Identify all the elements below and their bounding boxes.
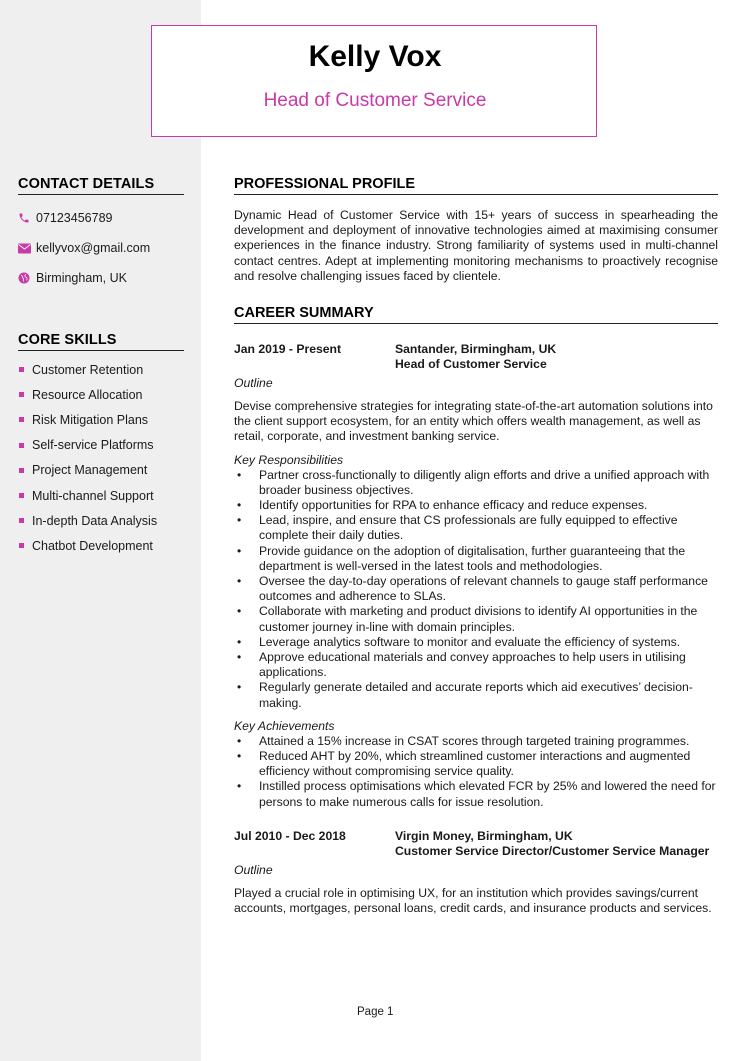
skills-section — [18, 332, 184, 559]
job-company: Santander, Birmingham, UK — [395, 342, 557, 356]
contact-section — [18, 176, 184, 293]
skill-label: Project Management — [32, 463, 148, 478]
contact-phone — [18, 203, 184, 233]
bullet-square-icon — [19, 443, 24, 448]
outline-label: Outline — [234, 862, 273, 877]
skill-label: Self-service Platforms — [32, 438, 154, 453]
list-item: • Lead, inspire, and ensure that CS professionals are fully equipped to effective complete their daily duties. — [234, 513, 718, 543]
job-outline: Devise comprehensive strategies for integrating state-of-the-art automation solutions into the client support ecosystem, for an entity which offers wealth management, as well as retail, corporate, and investment banking service. — [234, 399, 713, 444]
bullet-square-icon — [19, 417, 24, 422]
list-item: • Approve educational materials and convey approaches to help users in utilising applications. — [234, 650, 718, 680]
bullet-square-icon — [19, 493, 24, 498]
candidate-name: Kelly Vox — [308, 40, 442, 73]
responsibilities-list — [234, 468, 718, 711]
skill-item — [18, 458, 184, 483]
career-heading: CAREER SUMMARY — [234, 305, 718, 324]
job-outline: Played a crucial role in optimising UX, for an institution which provides savings/current accounts, mortgages, personal loans, credit cards, and insurance products and services. — [234, 885, 712, 916]
contact-heading: CONTACT DETAILS — [18, 176, 184, 195]
skill-item — [18, 382, 184, 407]
list-item: • Provide guidance on the adoption of digitalisation, further guaranteeing that the department is well-versed in the latest tools and methodologies. — [234, 544, 718, 574]
list-item: • Oversee the day-to-day operations of relevant channels to gauge staff performance outcomes and adherence to SLAs. — [234, 574, 718, 604]
job-dates: Jan 2019 - Present — [234, 342, 342, 356]
job-role-row — [234, 357, 718, 372]
responsibilities-label: Key Responsibilities — [234, 452, 344, 467]
globe-icon — [18, 272, 36, 284]
candidate-title: Head of Customer Service — [263, 90, 487, 111]
skill-label: Chatbot Development — [32, 538, 153, 553]
job-role: Customer Service Director/Customer Service Manager — [395, 843, 710, 858]
job-dates: Jul 2010 - Dec 2018 — [234, 828, 346, 843]
skill-item — [18, 483, 184, 508]
skill-item — [18, 533, 184, 558]
contact-phone-text: 07123456789 — [36, 211, 113, 225]
skill-label: Resource Allocation — [32, 387, 143, 402]
skill-item — [18, 407, 184, 432]
envelope-icon — [18, 243, 36, 254]
list-item: • Partner cross-functionally to diligently align efforts and drive a unified approach with broader business objectives. — [234, 468, 718, 498]
contact-location — [18, 263, 184, 293]
list-item: • Collaborate with marketing and product divisions to identify AI opportunities in the customer journey in-line with domain principles. — [234, 604, 718, 634]
list-item: • Regularly generate detailed and accurate reports which aid executives’ decision-making. — [234, 680, 718, 710]
bullet-square-icon — [19, 543, 24, 548]
job-role-row — [234, 844, 718, 859]
skill-item — [18, 357, 184, 382]
list-item: • Identify opportunities for RPA to enhance efficacy and reduce expenses. — [234, 498, 718, 513]
job-header — [234, 342, 718, 357]
skill-item — [18, 508, 184, 533]
contact-email — [18, 233, 184, 263]
list-item: • Leverage analytics software to monitor and evaluate the efficiency of systems. — [234, 635, 718, 650]
achievements-label: Key Achievements — [234, 718, 335, 733]
contact-location-text: Birmingham, UK — [36, 271, 127, 285]
profile-section — [234, 176, 718, 284]
profile-text: Dynamic Head of Customer Service with 15+ years of success in spearheading the development and deployment of innovative technologies aimed at maximising consumer experiences in the finance industry. Strong familiarity of systems used in multi-channel contact centres. Adept at implementing monitoring mechanisms to proactively recognise and resolve challenging issues faced by clientele. — [234, 208, 718, 283]
page-number: Page 1 — [357, 1006, 394, 1018]
outline-label: Outline — [234, 376, 273, 390]
bullet-square-icon — [19, 367, 24, 372]
list-item: • Reduced AHT by 20%, which streamlined customer interactions and augmented efficiency without compromising service quality. — [234, 749, 718, 779]
contact-email-text: kellyvox@gmail.com — [36, 241, 151, 255]
achievements-list — [234, 734, 718, 810]
skill-label: Risk Mitigation Plans — [32, 412, 149, 427]
skills-heading: CORE SKILLS — [18, 332, 184, 351]
phone-icon — [18, 212, 36, 224]
job-header — [234, 829, 718, 844]
profile-heading: PROFESSIONAL PROFILE — [234, 176, 718, 195]
job-company: Virgin Money, Birmingham, UK — [395, 828, 573, 843]
list-item: • Instilled process optimisations which elevated FCR by 25% and lowered the need for persons to make numerous calls for issue resolution. — [234, 779, 718, 809]
bullet-square-icon — [19, 468, 24, 473]
job-role: Head of Customer Service — [395, 357, 547, 371]
skill-item — [18, 433, 184, 458]
list-item: • Attained a 15% increase in CSAT scores through targeted training programmes. — [234, 734, 718, 749]
bullet-square-icon — [19, 518, 24, 523]
skill-label: Customer Retention — [32, 362, 144, 377]
skill-label: In-depth Data Analysis — [32, 513, 158, 528]
skill-label: Multi-channel Support — [32, 488, 154, 503]
bullet-square-icon — [19, 392, 24, 397]
career-section — [234, 305, 718, 916]
